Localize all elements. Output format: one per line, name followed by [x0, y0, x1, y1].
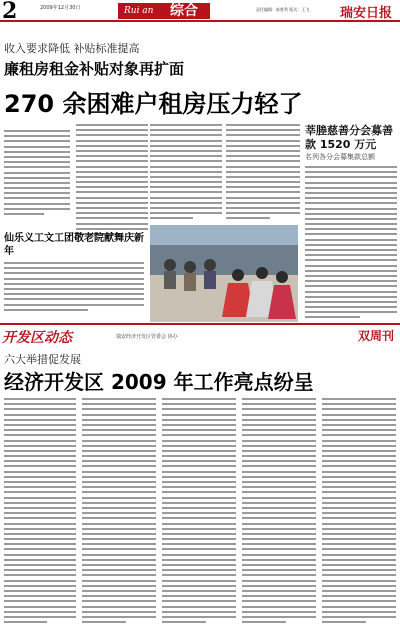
- banner-frequency: 双周刊: [358, 329, 395, 343]
- date-line: 2009年12月30日: [40, 5, 81, 11]
- section-name-cn: 综合: [170, 3, 198, 19]
- story-kicker: 收入要求降低 补贴标准提高: [4, 42, 140, 55]
- bottom-article-column: [242, 398, 316, 638]
- bottom-story-headline: 经济开发区 2009 年工作亮点纷呈: [4, 370, 314, 394]
- banner-subtitle: 瑞安经济开发区管委会 协办: [116, 334, 178, 340]
- section-tag: [118, 3, 210, 19]
- news-photo: [150, 225, 298, 322]
- article-body-column: [150, 124, 222, 222]
- bottom-article-column: [162, 398, 236, 638]
- performance-scene-image: [150, 225, 298, 322]
- bottom-article-column: [82, 398, 156, 638]
- section-banner: [0, 323, 400, 346]
- bottom-story-kicker: 六大举措促发展: [4, 353, 81, 366]
- bottom-article-column: [322, 398, 396, 638]
- sidebar-subheadline: 名列各分会募集款总额: [305, 153, 375, 161]
- story-headline-main: 廉租房租金补贴对象再扩面: [4, 60, 185, 78]
- section-name-en: Rui an: [124, 6, 154, 16]
- article-intro-column: [4, 130, 70, 220]
- page-header: [0, 0, 400, 22]
- article-body-column: [226, 124, 300, 222]
- bottom-article-column: [4, 398, 76, 638]
- sidebar-body: [305, 166, 397, 320]
- banner-title: 开发区动态: [2, 330, 72, 346]
- photo-caption: 仙乐义工文工团敬老院献舞庆新年: [4, 233, 144, 257]
- story-headline-sub: 270 余困难户租房压力轻了: [4, 90, 303, 118]
- page-number: 2: [2, 0, 18, 24]
- sidebar-headline: 莘塍慈善分会募善款 1520 万元: [305, 124, 393, 151]
- editor-credit: 责任编辑：陈胜利 版式：王飞: [256, 7, 310, 12]
- newspaper-masthead: 瑞安日报: [340, 6, 393, 21]
- photo-caption-body: [4, 262, 144, 320]
